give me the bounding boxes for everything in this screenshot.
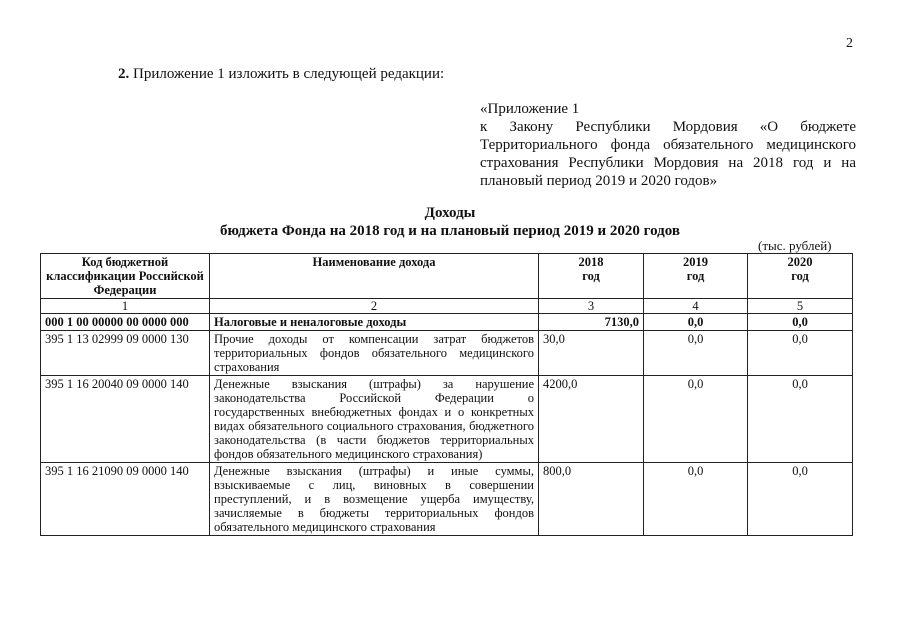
row-code: 395 1 13 02999 09 0000 130: [41, 331, 210, 376]
column-number: 3: [539, 299, 644, 314]
title-line-1: Доходы: [424, 205, 476, 221]
header-2018: [539, 254, 644, 299]
header-2020: [748, 254, 853, 299]
row-value-2020: 0,0: [748, 376, 853, 463]
row-value-2018: 4200,0: [539, 376, 644, 463]
row-value-2019: 0,0: [644, 376, 748, 463]
header-name: Наименование дохода: [210, 254, 539, 299]
header-2019: [644, 254, 748, 299]
income-table: [40, 253, 853, 536]
appendix-law-reference: к Закону Республики Мордовия «О бюджете Территориального фонда обязательного медицинского страхования Республики Мордовия на 2018 год и на плановый период 2019 и 2020 годов»: [480, 119, 856, 189]
row-name: Налоговые и неналоговые доходы: [210, 314, 539, 331]
row-value-2019: 0,0: [644, 331, 748, 376]
header-2018-year: 2018: [578, 255, 604, 269]
row-value-2019: 0,0: [644, 314, 748, 331]
column-number: 2: [210, 299, 539, 314]
row-value-2018: 7130,0: [539, 314, 644, 331]
header-2018-god: год: [582, 269, 600, 283]
title-line-2: бюджета Фонда на 2018 год и на плановый период 2019 и 2020 годов: [220, 223, 680, 239]
appendix-label: «Приложение 1: [480, 101, 580, 117]
table-row: [41, 463, 853, 536]
row-name: Прочие доходы от компенсации затрат бюджетов территориальных фондов обязательного медицинского страхования: [210, 331, 539, 376]
row-value-2018: 800,0: [539, 463, 644, 536]
table-header-row: [41, 254, 853, 299]
header-2020-year: 2020: [787, 255, 813, 269]
row-value-2020: 0,0: [748, 314, 853, 331]
column-number: 4: [644, 299, 748, 314]
header-code: Код бюджетной классификации Российской Федерации: [41, 254, 210, 299]
document-title: [150, 204, 750, 240]
column-number: 1: [41, 299, 210, 314]
header-2019-god: год: [686, 269, 705, 283]
table-row: [41, 314, 853, 331]
row-value-2018: 30,0: [539, 331, 644, 376]
row-value-2020: 0,0: [748, 331, 853, 376]
intro-text: Приложение 1 изложить в следующей редакции:: [133, 66, 445, 82]
row-name: Денежные взыскания (штрафы) и иные суммы, взыскиваемые с лиц, виновных в совершении преступлений, и в возмещение ущерба имуществу, зачисляемые в бюджеты территориальных фондов обязательного медицинского страхования: [210, 463, 539, 536]
row-value-2019: 0,0: [644, 463, 748, 536]
table-row: [41, 376, 853, 463]
column-number: 5: [748, 299, 853, 314]
table-row: [41, 331, 853, 376]
units-note: (тыс. рублей): [758, 238, 832, 253]
page-number: 2: [846, 36, 853, 51]
row-code: 395 1 16 20040 09 0000 140: [41, 376, 210, 463]
row-code: 000 1 00 00000 00 0000 000: [41, 314, 210, 331]
column-numbering-row: [41, 299, 853, 314]
row-code: 395 1 16 21090 09 0000 140: [41, 463, 210, 536]
row-value-2020: 0,0: [748, 463, 853, 536]
row-name: Денежные взыскания (штрафы) за нарушение законодательства Российской Федерации о государственных внебюджетных фондах и о конкретных видах обязательного социального страхования, бюджетного законодательства (в части бюджетов территориальных фондов обязательного медицинского страхования): [210, 376, 539, 463]
header-2020-god: год: [791, 269, 809, 283]
appendix-reference: [480, 100, 856, 190]
intro-paragraph: [118, 66, 444, 83]
intro-number: 2.: [118, 66, 130, 82]
header-2019-year: 2019: [683, 255, 708, 269]
